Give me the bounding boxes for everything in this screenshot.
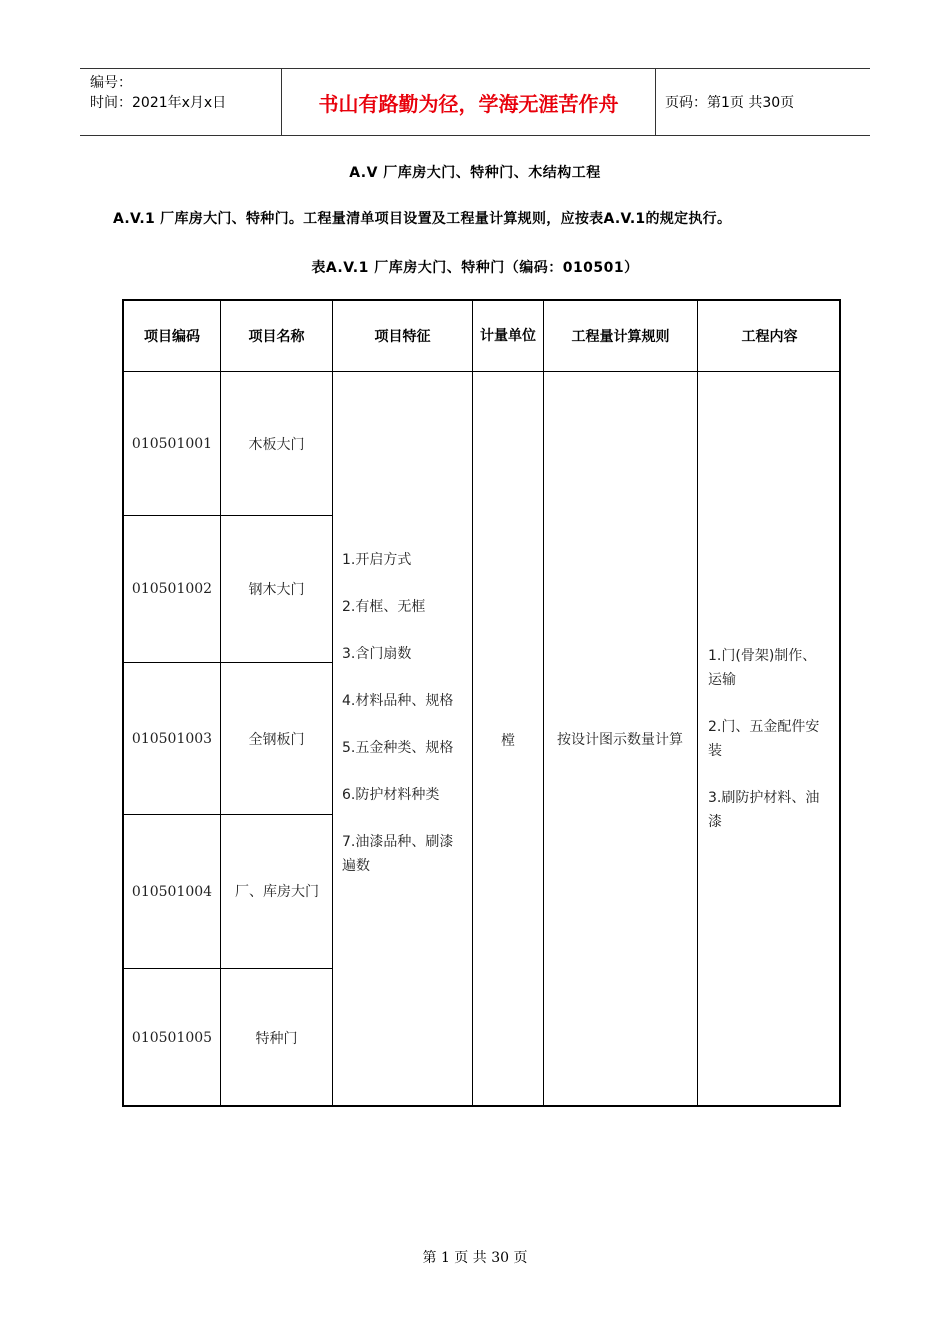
work-item: 2.门、五金配件安装 — [708, 719, 820, 759]
header-page-info: 页码：第1页 共30页 — [665, 95, 795, 111]
feature-item: 5.五金种类、规格 — [342, 740, 454, 756]
row-name: 厂、库房大门 — [235, 883, 319, 900]
work-item: 3.刷防护材料、油漆 — [708, 790, 820, 830]
grid-line — [543, 301, 544, 1105]
feature-item: 6.防护材料种类 — [342, 787, 440, 803]
feature-item: 1.开启方式 — [342, 552, 412, 568]
row-code: 010501004 — [131, 883, 213, 900]
grid-line — [332, 301, 333, 1105]
section-paragraph: A.V.1 厂库房大门、特种门。工程量清单项目设置及工程量计算规则，应按表A.V.1的规定执行。 — [113, 211, 732, 227]
feature-item: 2.有框、无框 — [342, 599, 426, 615]
col-header-name: 项目名称 — [248, 329, 305, 345]
date-label: 时间：2021年x月x日 — [90, 95, 227, 111]
col-header-code: 项目编码 — [144, 329, 200, 345]
row-name: 钢木大门 — [248, 582, 305, 598]
rule-cell: 按设计图示数量计算 — [557, 731, 683, 748]
col-header-work: 工程内容 — [741, 329, 798, 345]
document-header — [80, 68, 870, 136]
col-header-unit: 计量单位 — [480, 328, 536, 344]
row-name: 特种门 — [255, 1031, 298, 1047]
table-title: 表A.V.1 厂库房大门、特种门（编码：010501） — [311, 260, 639, 276]
row-code: 010501005 — [131, 1030, 213, 1046]
page-footer: 第 1 页 共 30 页 — [422, 1250, 528, 1266]
row-code: 010501001 — [131, 435, 213, 452]
row-name: 全钢板门 — [248, 731, 305, 748]
section-title: A.V 厂库房大门、特种门、木结构工程 — [349, 165, 601, 181]
work-content-list — [708, 644, 828, 857]
number-label: 编号： — [90, 75, 132, 91]
row-name: 木板大门 — [248, 436, 305, 453]
unit-cell: 樘 — [501, 732, 515, 749]
row-code: 010501003 — [131, 730, 213, 747]
header-motto: 书山有路勤为径，学海无涯苦作舟 — [281, 69, 656, 135]
features-list — [342, 548, 467, 901]
row-code: 010501002 — [131, 581, 213, 597]
grid-line — [697, 301, 698, 1105]
feature-item: 3.含门扇数 — [342, 646, 412, 662]
feature-item: 7.油漆品种、刷漆遍数 — [342, 834, 454, 874]
col-header-rule: 工程量计算规则 — [571, 329, 670, 345]
feature-item: 4.材料品种、规格 — [342, 693, 454, 709]
header-meta — [90, 73, 280, 113]
specification-table — [122, 299, 841, 1107]
work-item: 1.门(骨架)制作、运输 — [708, 648, 817, 688]
col-header-features: 项目特征 — [374, 329, 431, 345]
